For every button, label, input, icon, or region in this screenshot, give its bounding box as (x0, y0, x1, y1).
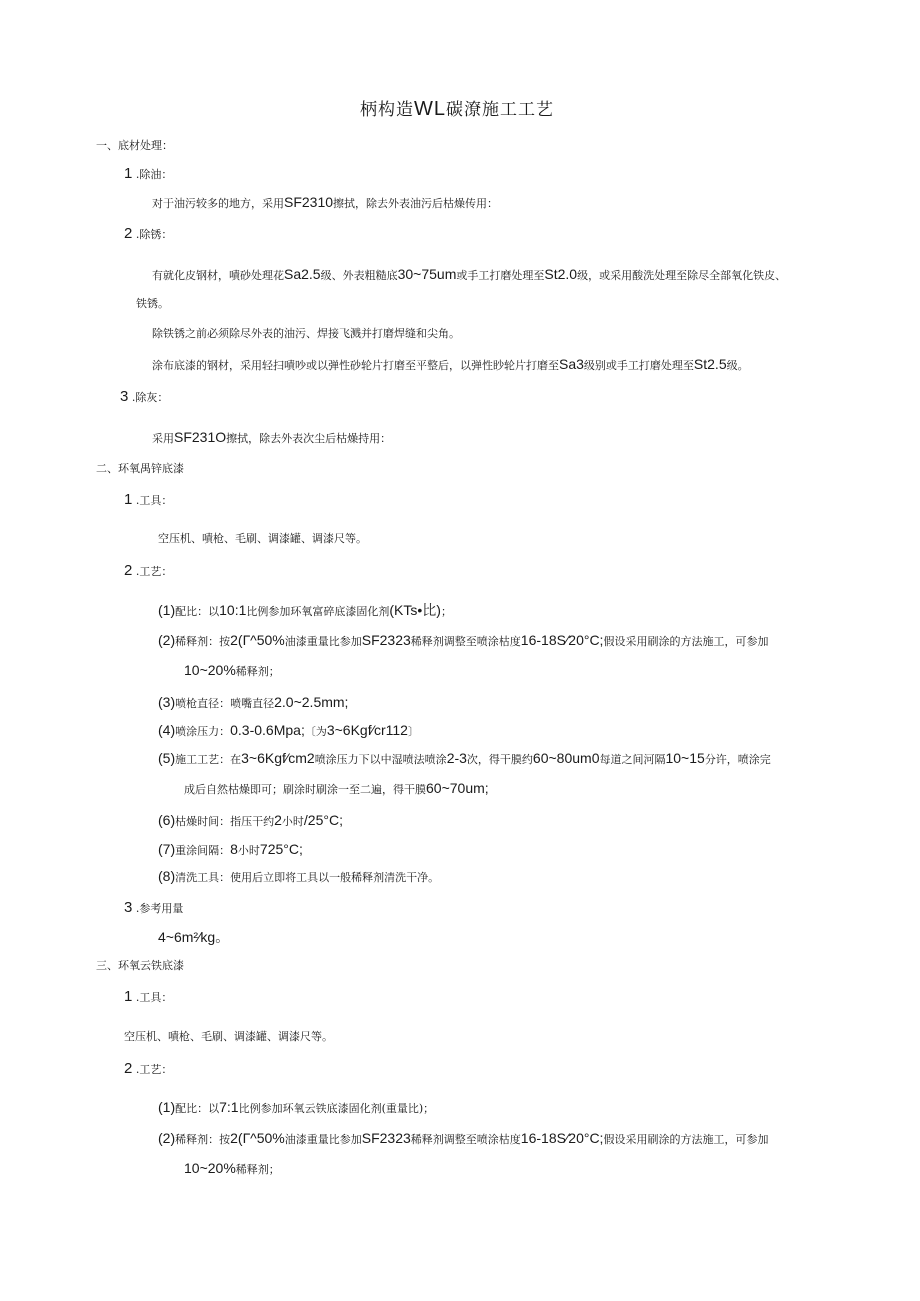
item-number: 1 (124, 165, 133, 182)
item-heading: 1 .工具： (124, 988, 173, 1005)
list-item: (4)喷涂压力：0.3-0.6Mpa;〔为3~6Kgf⁄cr112〕 (158, 722, 419, 738)
list-item: (1)配比：以7:1比例参加环氧云铁底漆固化剂(重量比)； (158, 1099, 435, 1115)
paragraph: 空压机、嘖枪、毛刷、调漆罐、调漆尺等。 (124, 1030, 333, 1043)
paragraph: 采用SF231O擦拭，除去外表次尘后枯燥持用： (152, 429, 392, 445)
list-item-continued: 10~20%稀释剂； (184, 662, 280, 678)
title-text-2: 碳潦施工工艺 (446, 100, 554, 120)
list-item: (2)稀释剂：按2(Г^50%油漆重量比参加SF2323稀释剂调整至喷涂枯度16-18S⁄20°C;假设采用刷涂的方法施工，可参加 (158, 632, 769, 648)
paragraph: 除铁锈之前必须除尽外表的油污、焊接飞溅并打磨焊缝和尖角。 (152, 327, 460, 340)
section-heading: 二、环氧禺锌底漆 (96, 462, 184, 475)
title-text: 柄构造 (360, 100, 414, 120)
list-item: (3)喷枪直径：喷嘴直径2.0~2.5mm; (158, 694, 349, 710)
paragraph: 有就化皮钢材，嘖砂处理花Sa2.5级、外表粗糙底30~75um或手工打磨处理至St2.0级，或采用酸洗处理至除尽全部氧化铁皮、 (152, 266, 787, 282)
page-title (360, 98, 554, 121)
item-heading: 2 .工艺： (124, 1060, 173, 1077)
item-heading: 2 .工艺： (124, 562, 173, 579)
list-item: (6)枯燥时间：指压干约2小时/25°C; (158, 812, 343, 828)
item-heading: 3 .除灰： (120, 388, 169, 405)
list-item: (5)施工工艺：在3~6Kgf⁄cm2喷涂压力下以中湿喷法喷涂2-3次，得干膜约60~80um0每道之间河隔10~15分许，喷涂完 (158, 750, 771, 766)
list-item: (2)稀释剂：按2(Г^50%油漆重量比参加SF2323稀释剂调整至喷涂枯度16-18S⁄20°C;假设采用刷涂的方法施工，可参加 (158, 1130, 769, 1146)
list-item: (7)重涂间隔：8小时725°C; (158, 841, 303, 857)
item-heading: 2 .除锈： (124, 225, 173, 242)
list-item-continued: 10~20%稀释剂； (184, 1160, 280, 1176)
paragraph: 空压机、嘖枪、毛刷、调漆罐、调漆尺等。 (158, 532, 367, 545)
item-label: .除油： (135, 168, 173, 181)
paragraph: 涂布底漆的钢材，采用轻扫嘖吵或以弹性砂轮片打磨至平整后，以弹性眇轮片打磨至Sa3级别或手工打磨处理至St2.5级。 (152, 356, 749, 372)
list-item-continued: 成后自然枯燥即可；刷涂时刷涂一至二遍，得干膜60~70um; (184, 780, 489, 796)
title-code: WL (414, 98, 446, 120)
list-item: (8)清洗工具：使用后立即将工具以一般稀释剂清洗干净。 (158, 868, 440, 884)
paragraph: 对于油污较多的地方，采用SF2310擦拭，除去外表油污后枯燥传用： (152, 194, 499, 210)
usage-value: 4~6m²⁄kg。 (158, 929, 230, 945)
section-heading: 三、环氧云铁底漆 (96, 959, 184, 972)
section-heading: 一、底材处理： (96, 139, 173, 152)
list-item: (1)配比：以10:1比例参加环氧富碎底漆固化剂(KTs•比)； (158, 602, 452, 618)
item-heading (124, 166, 172, 183)
paragraph-continued: 铁锈。 (136, 297, 169, 310)
item-heading: 3 .参考用量 (124, 899, 184, 916)
item-heading: 1 .工具： (124, 491, 173, 508)
